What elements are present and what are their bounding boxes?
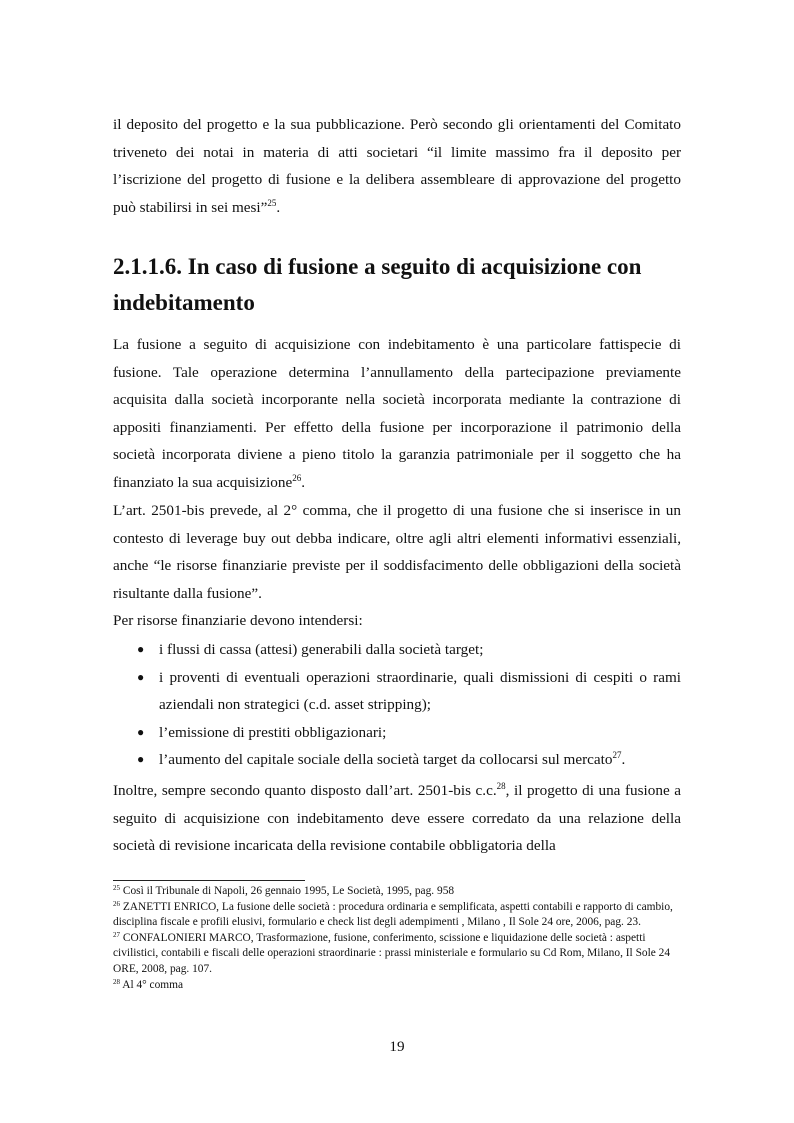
footnote-28 — [113, 978, 683, 994]
footnote-number: 27 — [113, 930, 120, 939]
footnote-ref-26[interactable]: 26 — [292, 472, 302, 483]
section-heading: 2.1.1.6. In caso di fusione a seguito di acquisizione con indebitamento — [113, 254, 642, 315]
footnote-number: 26 — [113, 899, 120, 908]
paragraph-lbo — [113, 331, 681, 497]
bullet-icon: ● — [137, 669, 145, 684]
page-number: 19 — [389, 1038, 405, 1055]
footnote-ref-27[interactable]: 27 — [612, 750, 622, 761]
paragraph-inoltre-text-cont: , il progetto di una fusione a seguito di acquisizione con indebitamento deve essere corredato da una relazione della società di revisione incaricata della revisione contabile obbligatoria della — [113, 782, 681, 855]
bullet-icon: ● — [137, 752, 145, 767]
bullet-list — [113, 636, 681, 774]
paragraph-intro-tail: . — [276, 198, 281, 216]
list-item — [113, 636, 681, 664]
bullet-icon: ● — [137, 724, 145, 739]
footnote-25 — [113, 884, 683, 900]
list-item-text: i flussi di cassa (attesi) generabili dalla società target; — [159, 641, 484, 658]
paragraph-intro — [113, 111, 681, 221]
footnote-27 — [113, 931, 683, 978]
list-item-tail: . — [621, 751, 626, 769]
bullet-icon: ● — [137, 642, 145, 656]
paragraph-art-2501-bis: L’art. 2501-bis prevede, al 2° comma, che il progetto di una fusione che si inserisce in un contesto di leverage buy out debba indicare, oltre agli altri elementi informativi essenziali, anche “le risorse finanziarie previste per il soddisfacimento delle obbligazioni della società risultante dalla fusione”. — [113, 502, 681, 602]
list-item — [113, 719, 681, 747]
footnote-text: ZANETTI ENRICO, La fusione delle società : procedura ordinaria e semplificata, aspetti contabili e rapporto di cambio, disciplina fiscale e profili elusivi, formulario e check list degli adempimenti , Milano , Il Sole 24 ore, 2006, pag. 23. — [113, 900, 673, 929]
footnote-text: Così il Tribunale di Napoli, 26 gennaio 1995, Le Società, 1995, pag. 958 — [120, 885, 455, 897]
footnote-separator — [113, 880, 305, 881]
footnote-text: Al 4° comma — [120, 978, 184, 991]
footnote-number: 28 — [113, 977, 120, 986]
footnotes — [113, 884, 683, 993]
paragraph-lbo-tail: . — [301, 473, 306, 491]
paragraph-inoltre-text: Inoltre, sempre secondo quanto disposto dall’art. 2501-bis c.c. — [113, 782, 497, 799]
footnote-ref-25[interactable]: 25 — [267, 197, 277, 208]
list-item-text: l’emissione di prestiti obbligazionari; — [159, 723, 387, 741]
footnote-26 — [113, 900, 683, 931]
footnote-number: 25 — [113, 884, 120, 892]
footnote-text: CONFALONIERI MARCO, Trasformazione, fusione, conferimento, scissione e liquidazione delle società : aspetti civilistici, contabili e fiscali delle operazioni straordinarie : prassi ministeriale e formulario su Cd Rom, Milano, Il Sole 24 ORE, 2008, pag. 107. — [113, 931, 671, 975]
paragraph-risorse: Per risorse finanziarie devono intendersi: — [113, 612, 363, 629]
paragraph-inoltre — [113, 777, 681, 860]
list-item — [113, 664, 681, 719]
footnote-ref-28[interactable]: 28 — [496, 781, 506, 791]
list-item — [113, 746, 681, 774]
paragraph-lbo-text: La fusione a seguito di acquisizione con indebitamento è una particolare fattispecie di fusione. Tale operazione determina l’annullamento della partecipazione previamente acquisita dalla società incorporante nella società incorporata mediante la contrazione di appositi finanziamenti. Per effetto della fusione per incorporazione il patrimonio della società incorporata diviene a pieno titolo la garanzia patrimoniale per il soggetto che ha finanziato la sua acquisizione — [113, 336, 681, 491]
paragraph-intro-text: il deposito del progetto e la sua pubblicazione. Però secondo gli orientamenti del Comitato triveneto dei notai in materia di atti societari “il limite massimo fra il deposito per l’iscrizione del progetto di fusione e la delibera assembleare di approvazione del progetto può stabilirsi in sei mesi” — [113, 116, 681, 216]
list-item-text: l’aumento del capitale sociale della società target da collocarsi sul mercato — [159, 751, 613, 769]
list-item-text: i proventi di eventuali operazioni straordinarie, quali dismissioni di cespiti o rami aziendali non strategici (c.d. asset stripping); — [159, 668, 681, 714]
